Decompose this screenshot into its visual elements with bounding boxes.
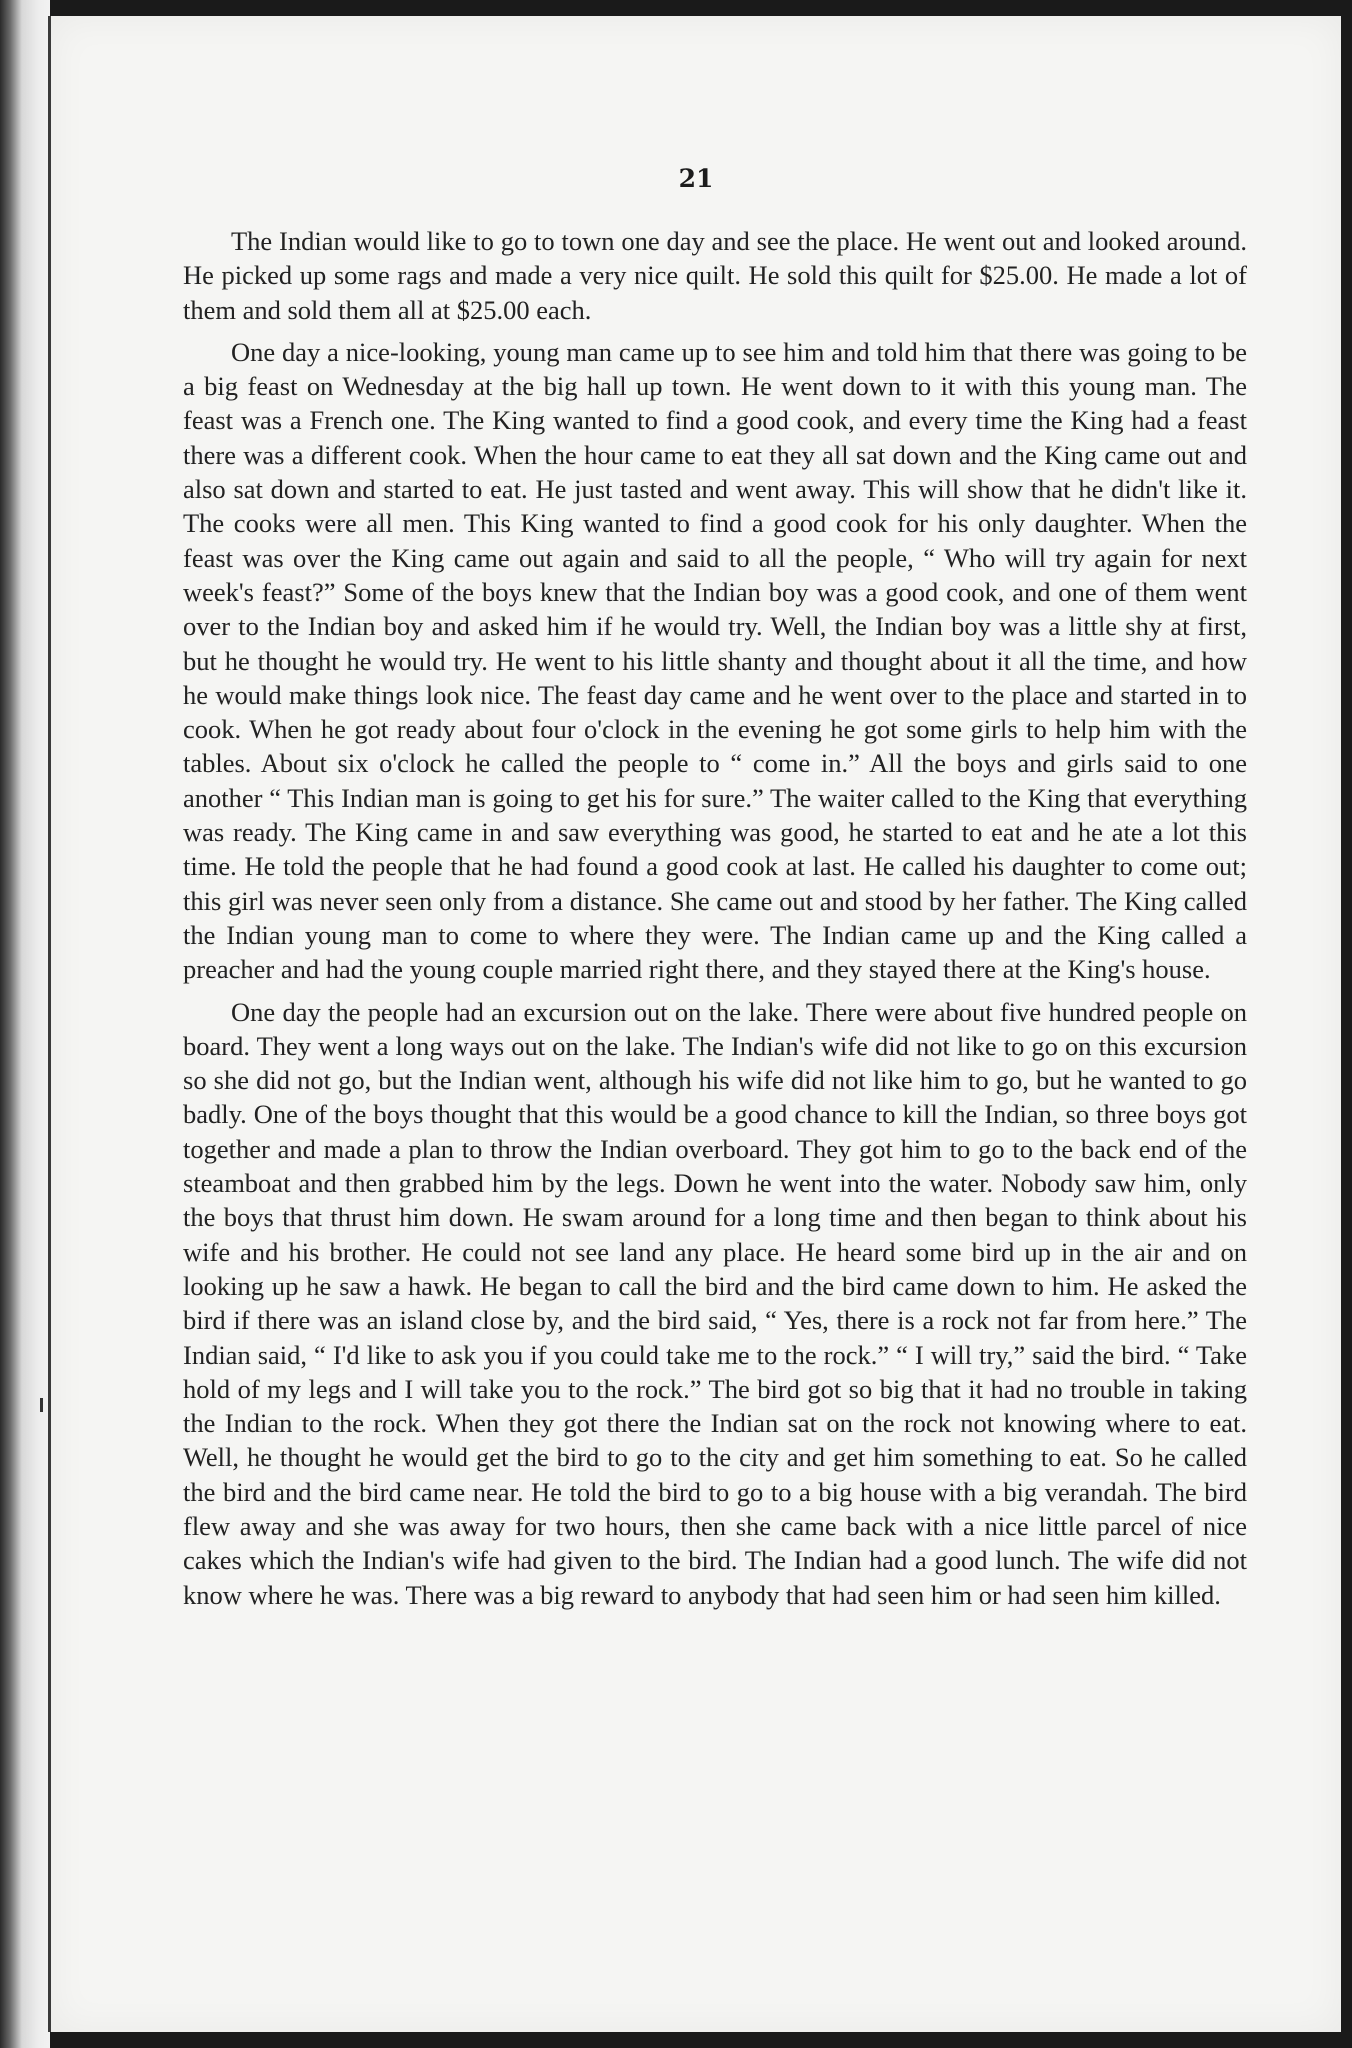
paragraph-3: One day the people had an excursion out on the lake. There were about five hundred people on board. They went a long ways out on the lake. The Indian's wife did not like to go on this excursion so she did not go, but the Indian went, although his wife did not like him to go, but he wanted to go badly. One of the boys thought that this would be a good chance to kill the Indian, so three boys got together and made a plan to throw the Indian overboard. They got him to go to the back end of the steamboat and then grabbed him by the legs. Down he went into the water. Nobody saw him, only the boys that thrust him down. He swam around for a long time and then began to think about his wife and his brother. He could not see land any place. He heard some bird up in the air and on looking up he saw a hawk. He began to call the bird and the bird came down to him. He asked the bird if there was an island close by, and the bird said, “ Yes, there is a rock not far from here.” The Indian said, “ I'd like to ask you if you could take me to the rock.” “ I will try,” said the bird. “ Take hold of my legs and I will take you to the rock.” The bird got so big that it had no trouble in taking the Indian to the rock. When they got there the Indian sat on the rock not knowing where to eat. Well, he thought he would get the bird to go to the city and get him something to eat. So he called the bird and the bird came near. He told the bird to go to a big house with a big verandah. The bird flew away and she was away for two hours, then she came back with a nice little parcel of nice cakes which the Indian's wife had given to the bird. The Indian had a good lunch. The wife did not know where he was. There was a big reward to anybody that had seen him or had seen him killed.	[183, 996, 1247, 1610]
paragraph-1: The Indian would like to go to town one day and see the place. He went out and looked around. He picked up some rags and made a very nice quilt. He sold this quilt for $25.00. He made a lot of them and sold them all at $25.00 each.	[183, 226, 1247, 325]
body-text	[183, 224, 1247, 1612]
book-page	[48, 16, 1341, 2032]
page-number: 21	[678, 164, 714, 193]
binding-edge	[0, 0, 50, 2048]
paragraph-2: One day a nice-looking, young man came up to see him and told him that there was going to be a big feast on Wednesday at the big hall up town. He went down to it with this young man. The feast was a French one. The King wanted to find a good cook, and every time the King had a feast there was a different cook. When the hour came to eat they all sat down and the King came out and also sat down and started to eat. He just tasted and went away. This will show that he didn't like it. The cooks were all men. This King wanted to find a good cook for his only daughter. When the feast was over the King came out again and said to all the people, “ Who will try again for next week's feast?” Some of the boys knew that the Indian boy was a good cook, and one of them went over to the Indian boy and asked him if he would try. Well, the Indian boy was a little shy at first, but he thought he would try. He went to his little shanty and thought about it all the time, and how he would make things look nice. The feast day came and he went over to the place and started in to cook. When he got ready about four o'clock in the evening he got some girls to help him with the tables. About six o'clock he called the people to “ come in.” All the boys and girls said to one another “ This Indian man is going to get his for sure.” The waiter called to the King that everything was ready. The King came in and saw everything was good, he started to eat and he ate a lot this time. He told the people that he had found a good cook at last. He called his daughter to come out; this girl was never seen only from a distance. She came out and stood by her father. The King called the Indian young man to come to where they were. The Indian came up and the King called a preacher and had the young couple married right there, and they stayed there at the King's house.	[183, 336, 1247, 985]
margin-mark	[40, 1398, 43, 1412]
